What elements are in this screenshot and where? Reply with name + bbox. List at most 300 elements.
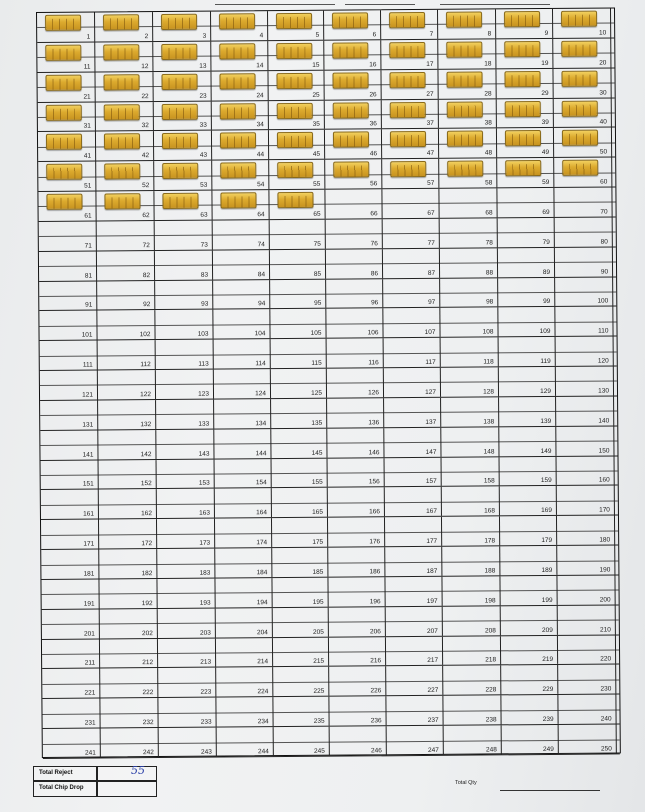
grid-cell[interactable] bbox=[443, 636, 501, 665]
grid-cell[interactable] bbox=[385, 487, 442, 516]
grid-cell[interactable] bbox=[327, 398, 384, 427]
grid-cell[interactable] bbox=[99, 549, 157, 578]
grid-cell[interactable] bbox=[40, 371, 98, 400]
grid-cell[interactable] bbox=[213, 220, 270, 249]
grid-cell[interactable] bbox=[385, 517, 442, 546]
grid-cell[interactable] bbox=[269, 190, 325, 219]
grid-cell[interactable] bbox=[555, 217, 613, 246]
grid-cell[interactable] bbox=[328, 458, 385, 487]
grid-cell[interactable] bbox=[557, 575, 615, 604]
cell-number: 98 bbox=[486, 298, 494, 306]
grid-cell[interactable] bbox=[325, 130, 382, 159]
cell-number: 226 bbox=[370, 687, 382, 695]
grid-cell[interactable] bbox=[270, 220, 326, 249]
grid-cell[interactable] bbox=[156, 400, 214, 429]
grid-cell[interactable] bbox=[101, 728, 159, 757]
grid-cell[interactable] bbox=[216, 668, 273, 697]
cell-number: 73 bbox=[200, 241, 208, 249]
grid-cell[interactable] bbox=[272, 488, 328, 517]
grid-cell[interactable] bbox=[439, 159, 497, 188]
grid-cell[interactable] bbox=[324, 10, 381, 39]
grid-cell[interactable] bbox=[38, 132, 96, 161]
gold-chip-icon bbox=[447, 131, 483, 147]
grid-cell[interactable] bbox=[99, 490, 157, 519]
grid-cell[interactable] bbox=[500, 546, 557, 575]
grid-cell[interactable] bbox=[439, 129, 497, 158]
grid-cell[interactable] bbox=[211, 11, 268, 40]
grid-cell[interactable] bbox=[96, 102, 154, 131]
grid-cell[interactable] bbox=[326, 249, 383, 278]
grid-cell[interactable] bbox=[438, 39, 496, 68]
grid-cell[interactable] bbox=[42, 639, 100, 668]
grid-cell[interactable] bbox=[157, 489, 215, 518]
grid-cell[interactable] bbox=[39, 221, 97, 250]
grid-cell[interactable] bbox=[98, 400, 156, 429]
grid-cell[interactable] bbox=[444, 726, 502, 755]
grid-cell[interactable] bbox=[154, 101, 212, 130]
grid-cell[interactable] bbox=[555, 247, 613, 276]
grid-cell[interactable] bbox=[38, 162, 96, 191]
grid-cell[interactable] bbox=[496, 9, 553, 38]
grid-cell[interactable] bbox=[329, 697, 386, 726]
grid-cell[interactable] bbox=[158, 668, 216, 697]
grid-cell[interactable] bbox=[439, 188, 497, 217]
grid-cell[interactable] bbox=[559, 725, 617, 754]
grid-cell[interactable] bbox=[442, 517, 500, 546]
grid-cell[interactable] bbox=[41, 460, 99, 489]
grid-cell[interactable] bbox=[97, 281, 155, 310]
grid-cell[interactable] bbox=[214, 339, 271, 368]
cell-number: 203 bbox=[199, 629, 211, 637]
grid-cell[interactable] bbox=[553, 38, 611, 67]
grid-cell[interactable] bbox=[326, 219, 383, 248]
grid-cell[interactable] bbox=[215, 548, 272, 577]
grid-cell[interactable] bbox=[499, 337, 556, 366]
grid-cell[interactable] bbox=[386, 696, 443, 725]
grid-cell[interactable] bbox=[501, 665, 558, 694]
grid-cell[interactable] bbox=[498, 248, 555, 277]
grid-cell[interactable] bbox=[382, 99, 439, 128]
grid-cell[interactable] bbox=[211, 41, 268, 70]
grid-cell[interactable] bbox=[96, 131, 154, 160]
grid-cell[interactable] bbox=[501, 636, 558, 665]
grid-cell[interactable] bbox=[100, 609, 158, 638]
grid-cell[interactable] bbox=[215, 489, 272, 518]
grid-cell[interactable] bbox=[502, 725, 559, 754]
cell-number: 128 bbox=[483, 388, 495, 396]
grid-cell[interactable] bbox=[270, 279, 326, 308]
cell-number: 84 bbox=[257, 270, 266, 278]
grid-cell[interactable] bbox=[556, 367, 614, 396]
grid-cell[interactable] bbox=[212, 131, 269, 160]
grid-cell[interactable] bbox=[497, 98, 554, 127]
grid-cell[interactable] bbox=[328, 577, 385, 606]
grid-cell[interactable] bbox=[42, 699, 100, 728]
grid-cell[interactable] bbox=[271, 428, 327, 457]
grid-cell[interactable] bbox=[269, 160, 325, 189]
grid-cell[interactable] bbox=[42, 609, 100, 638]
grid-cell[interactable] bbox=[269, 100, 325, 129]
grid-cell[interactable] bbox=[98, 370, 156, 399]
grid-cell[interactable] bbox=[100, 698, 158, 727]
grid-cell[interactable] bbox=[38, 192, 96, 221]
cell-number: 142 bbox=[140, 450, 152, 458]
grid-cell[interactable] bbox=[271, 399, 327, 428]
grid-cell[interactable] bbox=[40, 430, 98, 459]
grid-cell[interactable] bbox=[496, 69, 553, 98]
gold-chip-icon bbox=[45, 74, 81, 90]
grid-cell[interactable] bbox=[98, 430, 156, 459]
grid-cell[interactable] bbox=[157, 579, 215, 608]
grid-cell[interactable] bbox=[381, 40, 438, 69]
grid-cell[interactable] bbox=[384, 398, 441, 427]
cell-number: 185 bbox=[312, 568, 324, 576]
cell-number: 231 bbox=[84, 719, 96, 727]
cell-number: 250 bbox=[600, 745, 612, 753]
cell-number: 246 bbox=[370, 747, 382, 755]
grid-cell[interactable] bbox=[214, 429, 271, 458]
grid-cell[interactable] bbox=[41, 550, 99, 579]
cell-number: 207 bbox=[426, 627, 438, 635]
grid-cell[interactable] bbox=[155, 310, 213, 339]
grid-cell[interactable] bbox=[215, 518, 272, 547]
cell-number: 217 bbox=[427, 657, 439, 665]
cell-number: 169 bbox=[541, 507, 552, 515]
grid-cell[interactable] bbox=[558, 695, 616, 724]
grid-cell[interactable] bbox=[442, 457, 500, 486]
grid-cell[interactable] bbox=[95, 42, 153, 71]
cell-number: 103 bbox=[197, 330, 209, 338]
grid-cell[interactable] bbox=[43, 729, 101, 758]
grid-cell[interactable] bbox=[216, 697, 273, 726]
grid-cell[interactable] bbox=[497, 158, 554, 187]
grid-cell[interactable] bbox=[500, 516, 557, 545]
grid-cell[interactable] bbox=[95, 12, 153, 41]
cell-number: 139 bbox=[540, 417, 552, 425]
grid-cell[interactable] bbox=[158, 638, 216, 667]
cell-number: 221 bbox=[84, 689, 96, 697]
grid-cell[interactable] bbox=[499, 367, 556, 396]
grid-cell[interactable] bbox=[268, 11, 324, 40]
grid-cell[interactable] bbox=[271, 339, 327, 368]
grid-cell[interactable] bbox=[558, 635, 616, 664]
grid-cell[interactable] bbox=[557, 516, 615, 545]
grid-cell[interactable] bbox=[325, 159, 382, 188]
grid-cell[interactable] bbox=[38, 102, 96, 131]
grid-cell[interactable] bbox=[557, 546, 615, 575]
grid-cell[interactable] bbox=[439, 99, 497, 128]
gold-chip-icon bbox=[220, 192, 256, 208]
grid-cell[interactable] bbox=[328, 488, 385, 517]
grid-cell[interactable] bbox=[96, 191, 154, 220]
grid-cell[interactable] bbox=[97, 221, 155, 250]
grid-cell[interactable] bbox=[443, 606, 501, 635]
total-chip-drop-value[interactable] bbox=[97, 781, 157, 797]
grid-row bbox=[40, 396, 617, 430]
grid-cell[interactable] bbox=[442, 487, 500, 516]
grid-cell[interactable] bbox=[381, 70, 438, 99]
grid-cell[interactable] bbox=[500, 457, 557, 486]
grid-cell[interactable] bbox=[442, 576, 500, 605]
grid-cell[interactable] bbox=[558, 605, 616, 634]
grid-cell[interactable] bbox=[97, 310, 155, 339]
cell-number: 10 bbox=[598, 29, 607, 37]
grid-cell[interactable] bbox=[385, 547, 442, 576]
grid-cell[interactable] bbox=[500, 486, 557, 515]
grid-cell[interactable] bbox=[382, 129, 439, 158]
grid-cell[interactable] bbox=[556, 396, 614, 425]
cell-number: 104 bbox=[254, 330, 266, 338]
grid-cell[interactable] bbox=[99, 519, 157, 548]
grid-cell[interactable] bbox=[496, 39, 553, 68]
grid-cell[interactable] bbox=[498, 277, 555, 306]
grid-cell[interactable] bbox=[156, 429, 214, 458]
grid-cell[interactable] bbox=[556, 337, 614, 366]
grid-cell[interactable] bbox=[441, 338, 499, 367]
grid-cell[interactable] bbox=[440, 308, 498, 337]
cell-number: 91 bbox=[85, 301, 93, 309]
cell-number: 75 bbox=[313, 240, 321, 248]
grid-cell[interactable] bbox=[443, 696, 501, 725]
grid-cell[interactable] bbox=[158, 698, 216, 727]
grid-cell[interactable] bbox=[274, 727, 330, 756]
cell-number: 17 bbox=[426, 60, 434, 68]
grid-cell[interactable] bbox=[557, 486, 615, 515]
grid-cell[interactable] bbox=[99, 579, 157, 608]
cell-number: 205 bbox=[312, 628, 324, 636]
grid-cell[interactable] bbox=[42, 669, 100, 698]
grid-cell[interactable] bbox=[441, 367, 499, 396]
total-qty-field[interactable] bbox=[500, 790, 600, 791]
grid-cell[interactable] bbox=[39, 281, 97, 310]
grid-cell[interactable] bbox=[328, 547, 385, 576]
grid-cell[interactable] bbox=[37, 72, 95, 101]
grid-cell[interactable] bbox=[558, 665, 616, 694]
cell-number: 191 bbox=[83, 600, 95, 608]
cell-number: 150 bbox=[598, 447, 610, 455]
grid-cell[interactable] bbox=[214, 369, 271, 398]
grid-cell[interactable] bbox=[155, 220, 213, 249]
grid-cell[interactable] bbox=[440, 248, 498, 277]
grid-cell[interactable] bbox=[155, 280, 213, 309]
grid-cell[interactable] bbox=[157, 549, 215, 578]
grid-cell[interactable] bbox=[272, 518, 328, 547]
cell-number: 8 bbox=[487, 30, 492, 38]
grid-cell[interactable] bbox=[157, 459, 215, 488]
grid-cell[interactable] bbox=[270, 249, 326, 278]
grid-cell[interactable] bbox=[41, 579, 99, 608]
grid-cell[interactable] bbox=[213, 250, 270, 279]
grid-cell[interactable] bbox=[216, 638, 273, 667]
grid-cell[interactable] bbox=[384, 368, 441, 397]
grid-cell[interactable] bbox=[269, 130, 325, 159]
grid-cell[interactable] bbox=[211, 71, 268, 100]
grid-cell[interactable] bbox=[273, 608, 329, 637]
cell-number: 136 bbox=[368, 419, 380, 427]
grid-cell[interactable] bbox=[383, 249, 440, 278]
grid-cell[interactable] bbox=[212, 160, 269, 189]
gold-chip-icon bbox=[504, 71, 540, 87]
grid-cell[interactable] bbox=[383, 219, 440, 248]
grid-cell[interactable] bbox=[386, 636, 443, 665]
grid-cell[interactable] bbox=[99, 460, 157, 489]
grid-cell[interactable] bbox=[386, 607, 443, 636]
grid-cell[interactable] bbox=[154, 131, 212, 160]
gold-chip-icon bbox=[390, 161, 426, 177]
grid-cell[interactable] bbox=[553, 68, 611, 97]
grid-cell[interactable] bbox=[39, 251, 97, 280]
cell-number: 105 bbox=[310, 329, 322, 338]
grid-cell[interactable] bbox=[272, 458, 328, 487]
grid-cell[interactable] bbox=[555, 307, 613, 336]
grid-cell[interactable] bbox=[327, 339, 384, 368]
grid-cell[interactable] bbox=[96, 161, 154, 190]
grid-cell[interactable] bbox=[324, 70, 381, 99]
grid-cell[interactable] bbox=[441, 427, 499, 456]
grid-cell[interactable] bbox=[500, 576, 557, 605]
grid-cell[interactable] bbox=[215, 459, 272, 488]
grid-cell[interactable] bbox=[554, 188, 612, 217]
cell-number: 188 bbox=[484, 567, 496, 575]
grid-cell[interactable] bbox=[159, 728, 217, 757]
grid-cell[interactable] bbox=[41, 490, 99, 519]
grid-cell[interactable] bbox=[273, 637, 329, 666]
grid-cell[interactable] bbox=[273, 667, 329, 696]
grid-cell[interactable] bbox=[40, 400, 98, 429]
grid-cell[interactable] bbox=[212, 190, 269, 219]
grid-cell[interactable] bbox=[499, 427, 556, 456]
grid-cell[interactable] bbox=[385, 577, 442, 606]
grid-cell[interactable] bbox=[443, 666, 501, 695]
grid-cell[interactable] bbox=[154, 161, 212, 190]
grid-cell[interactable] bbox=[153, 41, 211, 70]
grid-cell[interactable] bbox=[325, 100, 382, 129]
cell-number: 3 bbox=[202, 32, 207, 40]
grid-cell[interactable] bbox=[157, 519, 215, 548]
grid-cell[interactable] bbox=[37, 42, 95, 71]
cell-number: 237 bbox=[427, 717, 439, 725]
grid-cell[interactable] bbox=[212, 101, 269, 130]
grid-cell[interactable] bbox=[384, 338, 441, 367]
grid-cell[interactable] bbox=[557, 456, 615, 485]
grid-cell[interactable] bbox=[326, 309, 383, 338]
grid-cell[interactable] bbox=[41, 520, 99, 549]
grid-cell[interactable] bbox=[216, 608, 273, 637]
grid-cell[interactable] bbox=[213, 280, 270, 309]
grid-cell[interactable] bbox=[385, 457, 442, 486]
grid-cell[interactable] bbox=[329, 667, 386, 696]
grid-cell[interactable] bbox=[325, 189, 382, 218]
grid-cell[interactable] bbox=[37, 13, 95, 42]
grid-cell[interactable] bbox=[383, 278, 440, 307]
grid-cell[interactable] bbox=[554, 98, 612, 127]
grid-cell[interactable] bbox=[153, 71, 211, 100]
grid-cell[interactable] bbox=[497, 128, 554, 157]
grid-cell[interactable] bbox=[270, 309, 326, 338]
grid-cell[interactable] bbox=[98, 340, 156, 369]
grid-cell[interactable] bbox=[97, 251, 155, 280]
grid-cell[interactable] bbox=[155, 250, 213, 279]
grid-cell[interactable] bbox=[381, 10, 438, 39]
grid-cell[interactable] bbox=[382, 189, 439, 218]
grid-cell[interactable] bbox=[156, 370, 214, 399]
total-reject-value-box[interactable] bbox=[97, 766, 157, 781]
grid-cell[interactable] bbox=[499, 397, 556, 426]
cell-number: 106 bbox=[367, 329, 379, 337]
grid-cell[interactable] bbox=[217, 727, 274, 756]
grid-cell[interactable] bbox=[268, 70, 324, 99]
cell-number: 160 bbox=[598, 476, 610, 485]
grid-cell[interactable] bbox=[554, 158, 612, 187]
grid-cell[interactable] bbox=[498, 218, 555, 247]
grid-cell[interactable] bbox=[383, 308, 440, 337]
grid-cell[interactable] bbox=[215, 578, 272, 607]
grid-cell[interactable] bbox=[329, 607, 386, 636]
grid-cell[interactable] bbox=[154, 191, 212, 220]
grid-cell[interactable] bbox=[387, 726, 444, 755]
cell-number: 190 bbox=[599, 566, 611, 574]
grid-cell[interactable] bbox=[327, 428, 384, 457]
grid-cell[interactable] bbox=[440, 278, 498, 307]
grid-cell[interactable] bbox=[328, 518, 385, 547]
grid-cell[interactable] bbox=[384, 428, 441, 457]
grid-cell[interactable] bbox=[442, 546, 500, 575]
grid-cell[interactable] bbox=[272, 548, 328, 577]
grid-cell[interactable] bbox=[382, 159, 439, 188]
grid-cell[interactable] bbox=[441, 397, 499, 426]
grid-cell[interactable] bbox=[272, 578, 328, 607]
grid-cell[interactable] bbox=[438, 9, 496, 38]
grid-cell[interactable] bbox=[386, 666, 443, 695]
grid-cell[interactable] bbox=[100, 639, 158, 668]
gold-chip-icon bbox=[161, 73, 197, 89]
grid-cell[interactable] bbox=[326, 279, 383, 308]
grid-cell[interactable] bbox=[153, 12, 211, 41]
grid-cell[interactable] bbox=[156, 340, 214, 369]
grid-cell[interactable] bbox=[556, 426, 614, 455]
grid-cell[interactable] bbox=[214, 399, 271, 428]
grid-cell[interactable] bbox=[438, 69, 496, 98]
cell-number: 44 bbox=[256, 151, 265, 159]
grid-cell[interactable] bbox=[555, 277, 613, 306]
grid-cell[interactable] bbox=[213, 310, 270, 339]
grid-cell[interactable] bbox=[273, 697, 329, 726]
grid-cell[interactable] bbox=[329, 637, 386, 666]
cell-number: 116 bbox=[368, 359, 379, 367]
cell-number: 16 bbox=[369, 60, 377, 69]
grid-cell[interactable] bbox=[498, 307, 555, 336]
grid-cell[interactable] bbox=[501, 606, 558, 635]
grid-cell[interactable] bbox=[39, 311, 97, 340]
grid-cell[interactable] bbox=[158, 608, 216, 637]
cell-number: 65 bbox=[313, 210, 321, 218]
grid-cell[interactable] bbox=[40, 341, 98, 370]
grid-cell[interactable] bbox=[440, 218, 498, 247]
grid-cell[interactable] bbox=[501, 695, 558, 724]
grid-cell[interactable] bbox=[271, 369, 327, 398]
grid-cell[interactable] bbox=[268, 41, 324, 70]
grid-cell[interactable] bbox=[100, 669, 158, 698]
grid-cell[interactable] bbox=[497, 188, 554, 217]
cell-number: 219 bbox=[542, 656, 554, 664]
grid-cell[interactable] bbox=[95, 72, 153, 101]
grid-cell[interactable] bbox=[554, 128, 612, 157]
cell-number: 165 bbox=[312, 509, 323, 517]
grid-cell[interactable] bbox=[330, 726, 387, 755]
grid-cell[interactable] bbox=[324, 40, 381, 69]
grid-cell[interactable] bbox=[327, 368, 384, 397]
grid-cell[interactable] bbox=[553, 8, 611, 37]
